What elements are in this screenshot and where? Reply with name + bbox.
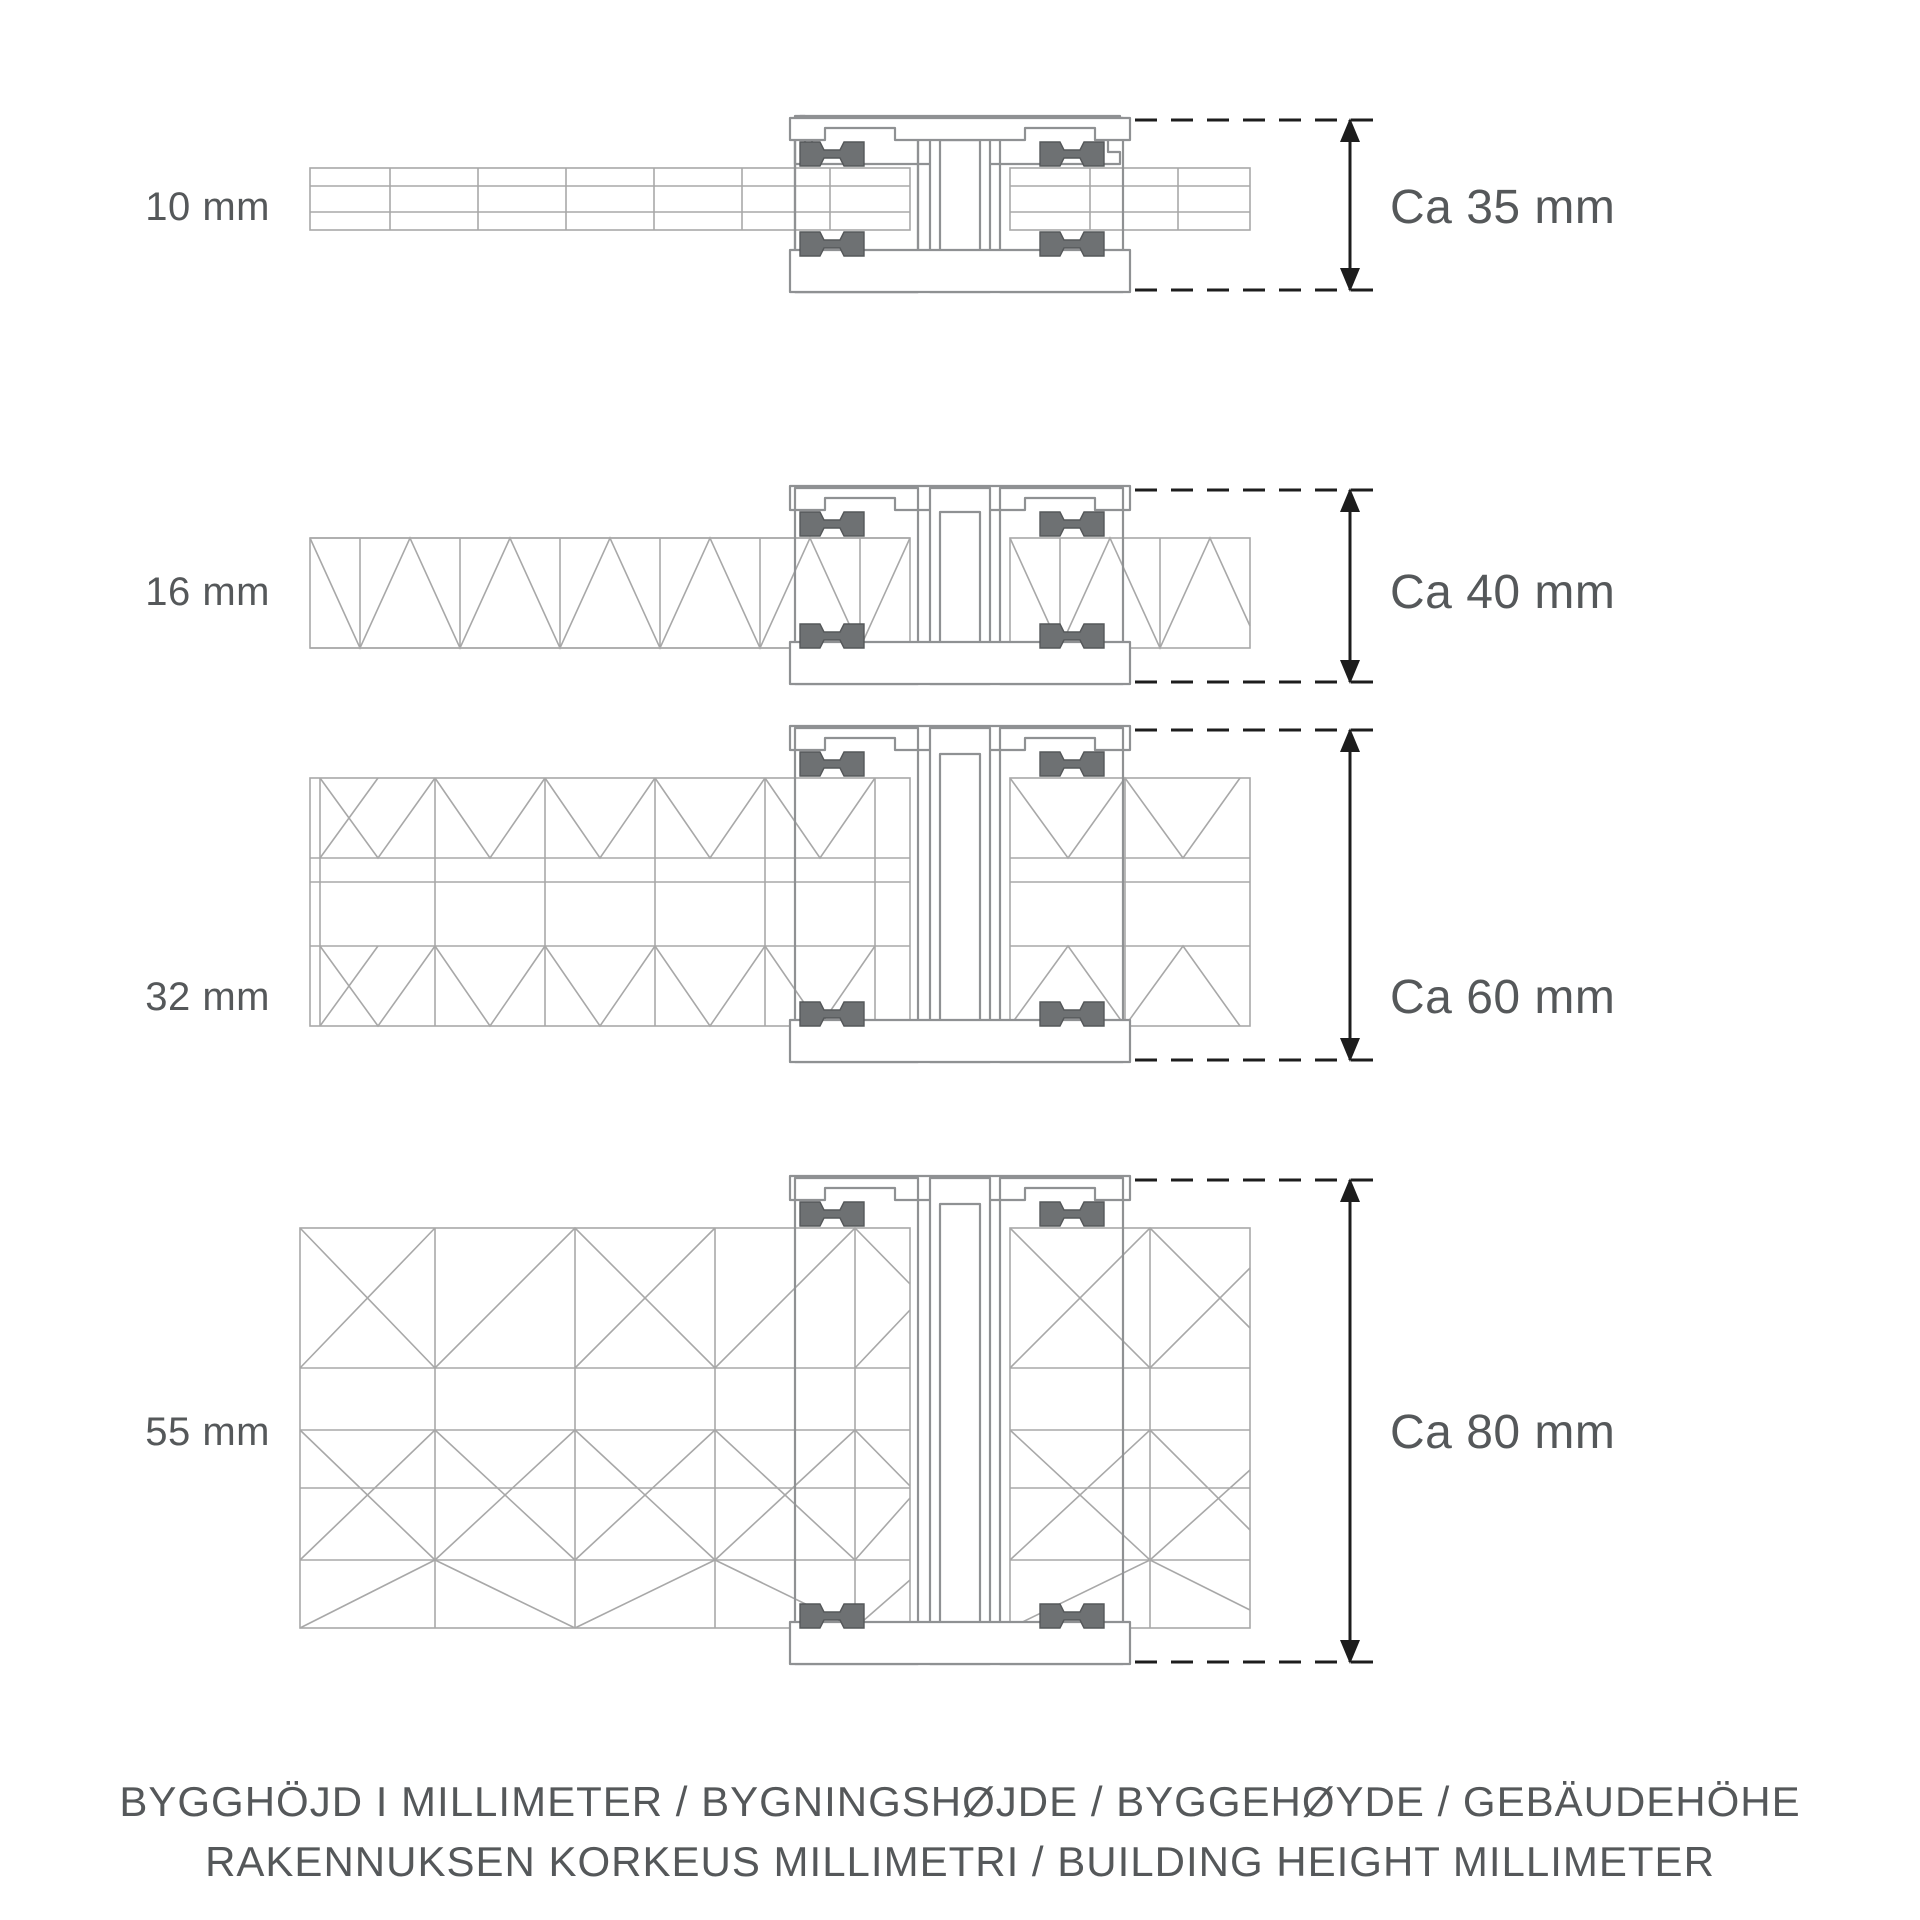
profile-assembly-32mm <box>790 726 1130 1062</box>
build-height-label-35: Ca 35 mm <box>1390 181 1616 234</box>
diagram-row-16mm <box>0 380 1920 710</box>
diagram-row-32mm <box>0 710 1920 1140</box>
cross-section-32mm <box>0 710 1920 1140</box>
sheet-thickness-label-16: 16 mm <box>145 570 270 614</box>
profile-assembly-16mm <box>790 486 1130 684</box>
dimension-35mm <box>1135 118 1380 292</box>
caption-line-1: BYGGHÖJD I MILLIMETER / BYGNINGSHØJDE / BYGGEHØYDE / GEBÄUDEHÖHE <box>119 1778 1801 1825</box>
diagram-row-55mm <box>0 1140 1920 1720</box>
sheet-thickness-label-10: 10 mm <box>145 185 270 229</box>
build-height-label-60: Ca 60 mm <box>1390 971 1616 1024</box>
build-height-label-80: Ca 80 mm <box>1390 1406 1616 1459</box>
sheet-thickness-label-55: 55 mm <box>145 1410 270 1454</box>
profile-assembly-55mm <box>790 1176 1130 1664</box>
profile-assembly-10mm <box>790 116 1130 292</box>
build-height-label-40: Ca 40 mm <box>1390 566 1616 619</box>
dimension-80mm <box>1135 1178 1380 1664</box>
cross-section-55mm <box>0 1140 1920 1720</box>
caption-line-2: RAKENNUKSEN KORKEUS MILLIMETRI / BUILDING HEIGHT MILLIMETER <box>205 1838 1715 1885</box>
diagram-row-10mm <box>0 0 1920 330</box>
sheet-thickness-label-32: 32 mm <box>145 975 270 1019</box>
cross-section-16mm <box>0 380 1920 710</box>
dimension-40mm <box>1135 488 1380 684</box>
cross-section-10mm <box>0 0 1920 330</box>
